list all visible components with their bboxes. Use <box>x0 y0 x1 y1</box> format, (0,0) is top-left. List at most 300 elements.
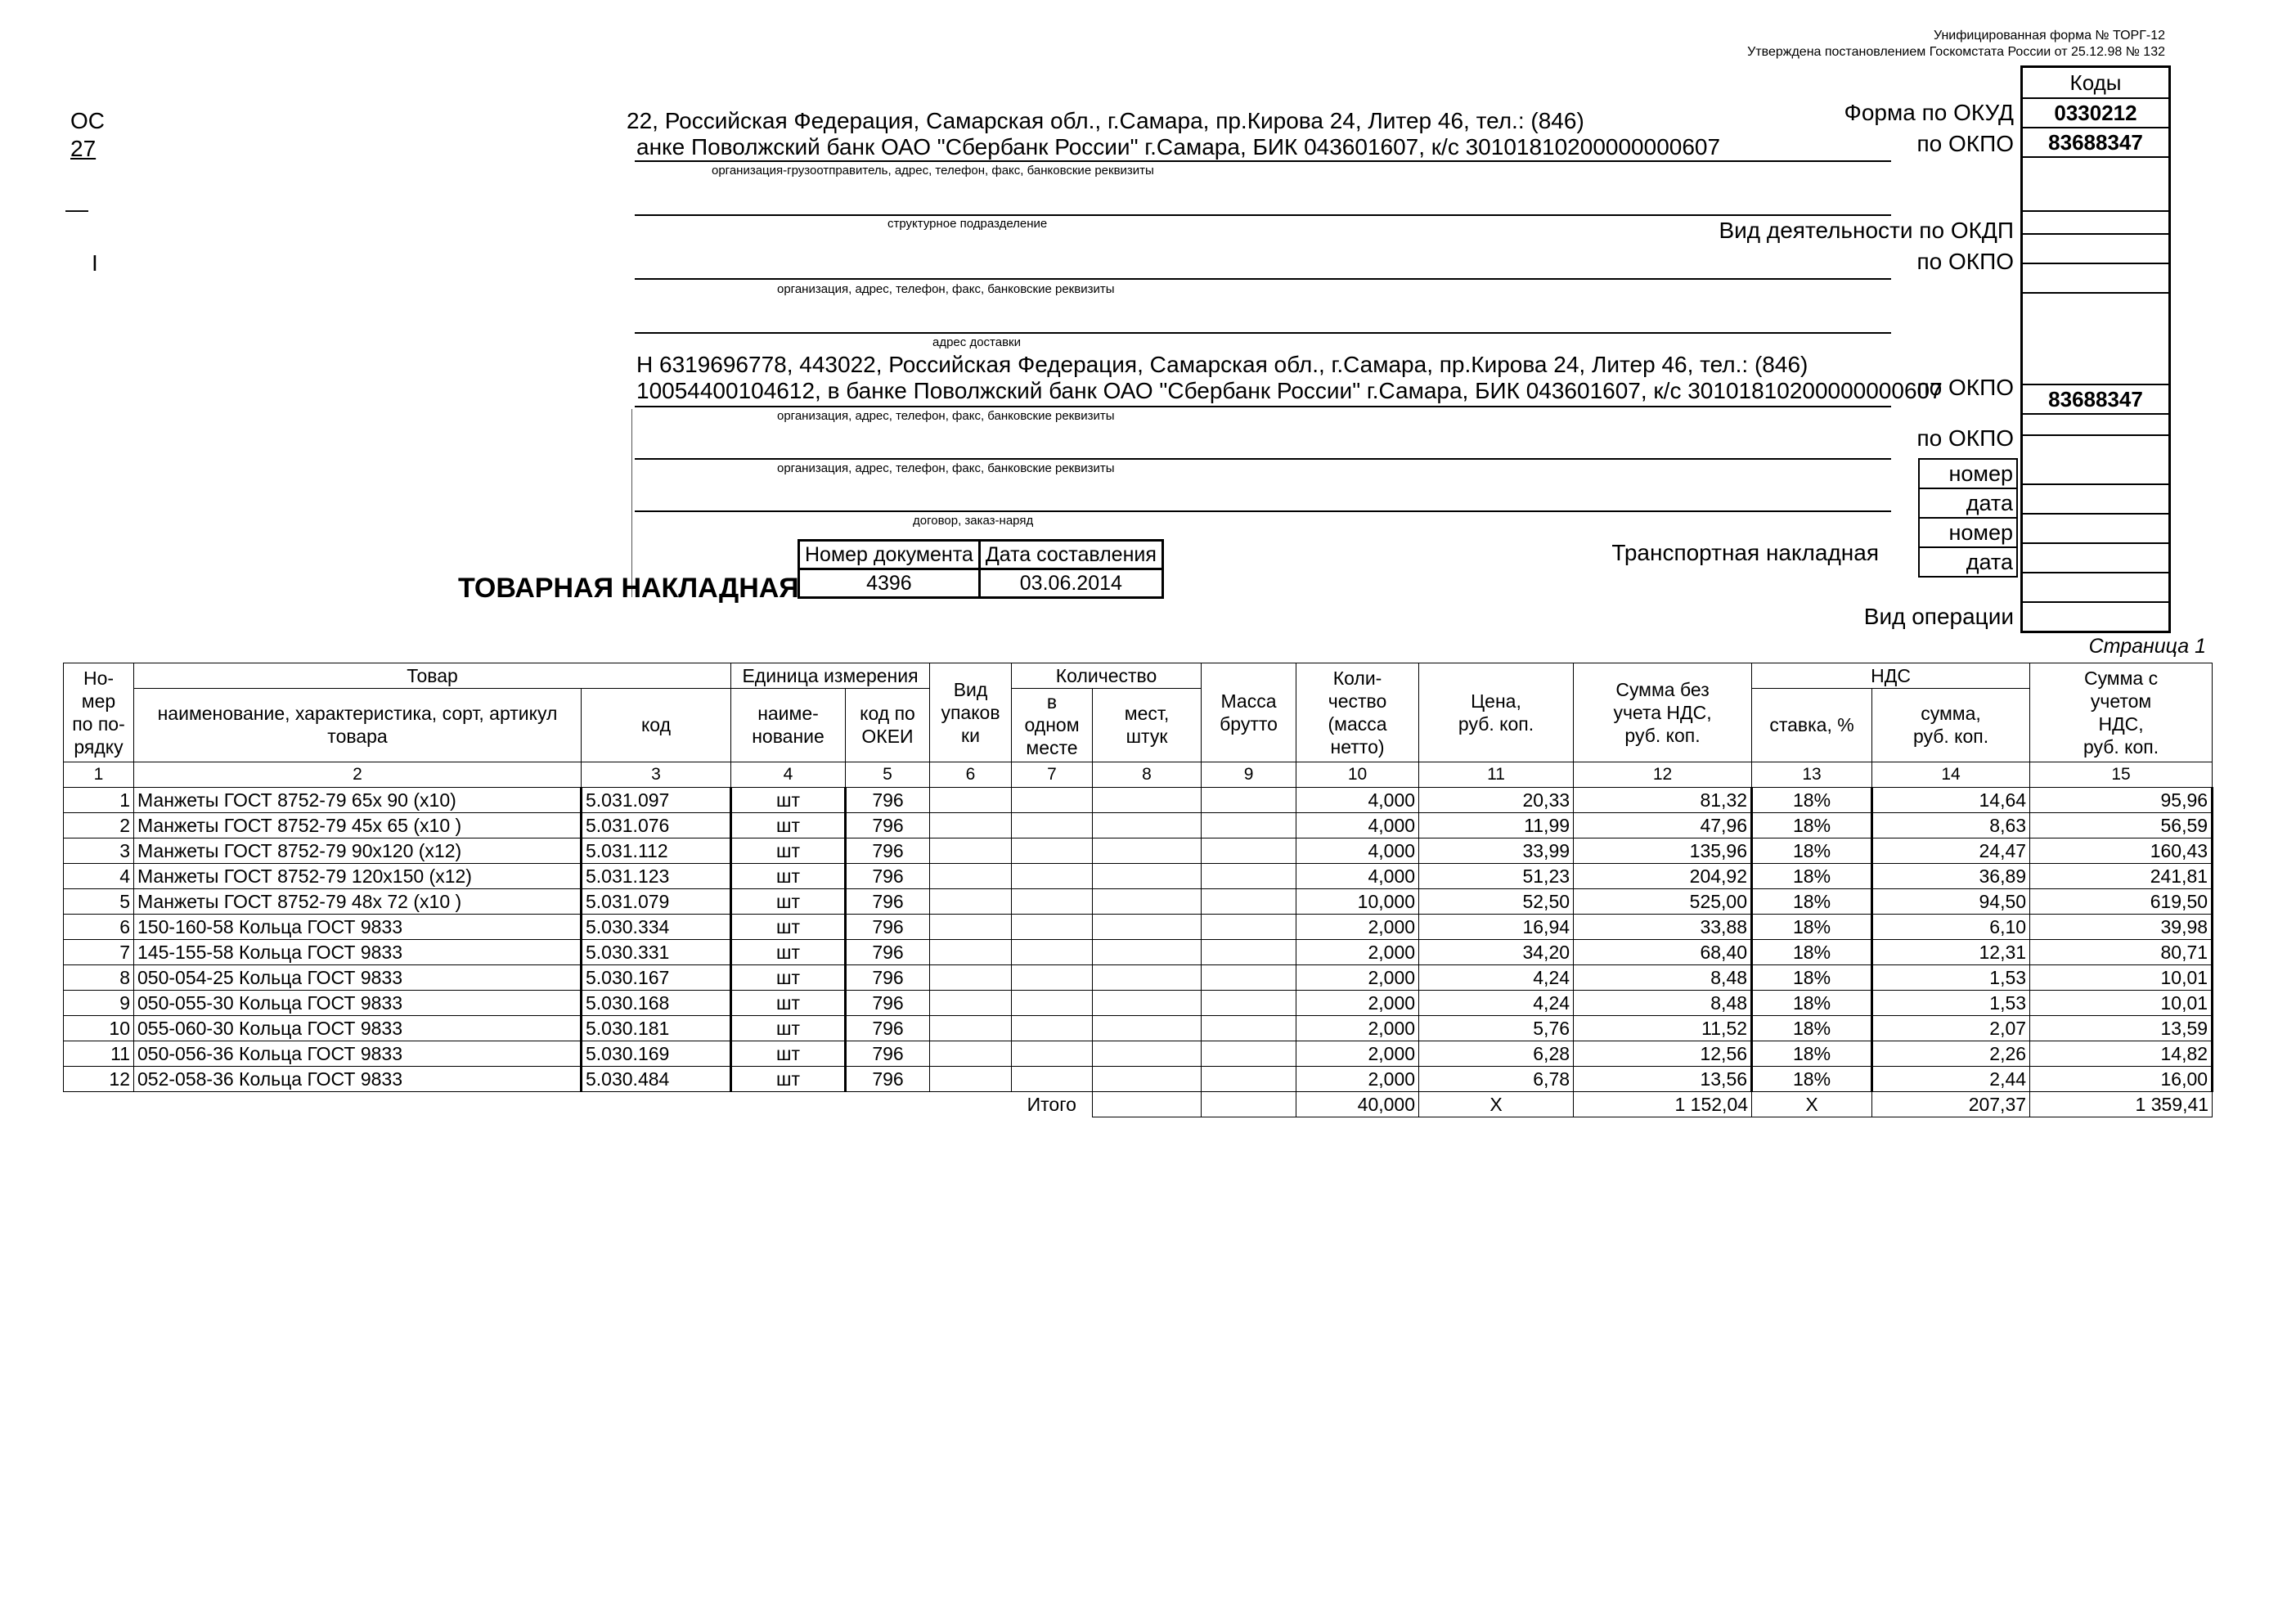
sum-no-vat: 11,52 <box>1574 1016 1752 1041</box>
qty-places <box>1093 1067 1202 1092</box>
th-unit-name: наиме- нование <box>731 688 846 762</box>
mass-brutto <box>1202 940 1296 965</box>
payer-line1: Н 6319696778, 443022, Российская Федерация, Самарская обл., г.Самара, пр.Кирова 24, Литер 46, тел.: (846) <box>636 352 1808 377</box>
th-vat: НДС <box>1752 663 2030 689</box>
quantity: 2,000 <box>1296 940 1419 965</box>
sender-caption: организация-грузоотправитель, адрес, телефон, факс, банковские реквизиты <box>712 164 1154 178</box>
sum-no-vat: 525,00 <box>1574 889 1752 915</box>
mass-brutto <box>1202 788 1296 813</box>
quantity: 2,000 <box>1296 915 1419 940</box>
table-row <box>64 864 2213 889</box>
payer-underline <box>635 406 1891 407</box>
quantity: 2,000 <box>1296 965 1419 991</box>
sender-underline <box>635 160 1891 162</box>
pack-type <box>930 788 1012 813</box>
quantity: 2,000 <box>1296 1041 1419 1067</box>
price: 34,20 <box>1419 940 1574 965</box>
quantity: 2,000 <box>1296 1067 1419 1092</box>
unit-okei: 796 <box>846 940 930 965</box>
price: 11,99 <box>1419 813 1574 838</box>
price: 33,99 <box>1419 838 1574 864</box>
unit-name: шт <box>731 813 846 838</box>
vat-rate: 18% <box>1752 889 1872 915</box>
item-name: 050-055-30 Кольца ГОСТ 9833 <box>134 991 582 1016</box>
label-forma-okud: Форма по ОКУД <box>1844 100 2014 125</box>
th-pack: Вид упаков ки <box>930 663 1012 762</box>
unit-okei: 796 <box>846 838 930 864</box>
delivery-caption: адрес доставки <box>932 335 1021 349</box>
row-number: 10 <box>64 1016 134 1041</box>
unit-name: шт <box>731 1041 846 1067</box>
mass-brutto <box>1202 864 1296 889</box>
goods-body <box>64 788 2213 1117</box>
price: 52,50 <box>1419 889 1574 915</box>
totals-rate: Х <box>1752 1092 1872 1117</box>
sum-with-vat: 241,81 <box>2030 864 2213 889</box>
vat-rate: 18% <box>1752 788 1872 813</box>
sum-no-vat: 47,96 <box>1574 813 1752 838</box>
item-code: 5.031.079 <box>582 889 731 915</box>
th-mass: Масса брутто <box>1202 663 1296 762</box>
pack-type <box>930 838 1012 864</box>
qty-places <box>1093 864 1202 889</box>
doc-number-label: Номер документа <box>799 541 980 569</box>
totals-sum: 1 152,04 <box>1574 1092 1752 1117</box>
payer-line2: 10054400104612, в банке Поволжский банк ОАО "Сбербанк России" г.Самара, БИК 043601607, к/с 30101810200000000607 <box>636 378 1943 403</box>
totals-label: Итого <box>1027 1094 1076 1116</box>
mass-brutto <box>1202 1016 1296 1041</box>
pack-type <box>930 965 1012 991</box>
item-name: Манжеты ГОСТ 8752-79 45х 65 (х10 ) <box>134 813 582 838</box>
mass-brutto <box>1202 965 1296 991</box>
sum-with-vat: 80,71 <box>2030 940 2213 965</box>
code-empty-4 <box>2022 414 2170 435</box>
code-empty-1 <box>2022 157 2170 211</box>
payer-caption: организация, адрес, телефон, факс, банковские реквизиты <box>777 409 1115 423</box>
vat-sum: 1,53 <box>1872 965 2030 991</box>
code-okdp <box>2022 234 2170 263</box>
struct-line <box>635 214 1891 216</box>
row-number: 9 <box>64 991 134 1016</box>
doc-number: 4396 <box>799 569 980 598</box>
form-title <box>1747 28 2165 61</box>
vat-sum: 24,47 <box>1872 838 2030 864</box>
unit-okei: 796 <box>846 965 930 991</box>
unit-name: шт <box>731 1067 846 1092</box>
row-number: 2 <box>64 813 134 838</box>
label-okpo-3: по ОКПО <box>1916 375 2014 400</box>
code-okpo-payer: 83688347 <box>2022 384 2170 414</box>
item-name: 050-054-25 Кольца ГОСТ 9833 <box>134 965 582 991</box>
vat-rate: 18% <box>1752 813 1872 838</box>
item-name: Манжеты ГОСТ 8752-79 65х 90 (х10) <box>134 788 582 813</box>
qty-places <box>1093 915 1202 940</box>
item-code: 5.031.112 <box>582 838 731 864</box>
sum-no-vat: 12,56 <box>1574 1041 1752 1067</box>
qty-one-place <box>1012 1016 1093 1041</box>
quantity: 2,000 <box>1296 991 1419 1016</box>
vat-rate: 18% <box>1752 965 1872 991</box>
price: 20,33 <box>1419 788 1574 813</box>
sender-line2: анке Поволжский банк ОАО "Сбербанк России" г.Самара, БИК 043601607, к/с 30101810200000000607 <box>636 134 1721 160</box>
pack-type <box>930 864 1012 889</box>
quantity: 4,000 <box>1296 788 1419 813</box>
qty-places <box>1093 991 1202 1016</box>
qty-one-place <box>1012 788 1093 813</box>
table-row <box>64 1016 2213 1041</box>
sum-no-vat: 204,92 <box>1574 864 1752 889</box>
label-transport-num: номер <box>1919 518 2017 547</box>
code-okpo-sender: 83688347 <box>2022 128 2170 157</box>
pack-type <box>930 991 1012 1016</box>
sum-with-vat: 95,96 <box>2030 788 2213 813</box>
label-operation: Вид операции <box>1863 604 2014 629</box>
qty-one-place <box>1012 889 1093 915</box>
unit-okei: 796 <box>846 991 930 1016</box>
vat-sum: 94,50 <box>1872 889 2030 915</box>
unit-okei: 796 <box>846 1041 930 1067</box>
unit-name: шт <box>731 788 846 813</box>
table-row <box>64 788 2213 813</box>
vat-sum: 14,64 <box>1872 788 2030 813</box>
th-vat-rate: ставка, % <box>1752 688 1872 762</box>
label-contract-date: дата <box>1919 488 2017 518</box>
mass-brutto <box>1202 1067 1296 1092</box>
vat-rate: 18% <box>1752 1016 1872 1041</box>
table-row <box>64 813 2213 838</box>
contract-box <box>1918 458 2018 578</box>
table-row <box>64 965 2213 991</box>
row-number: 11 <box>64 1041 134 1067</box>
sum-no-vat: 68,40 <box>1574 940 1752 965</box>
item-code: 5.031.076 <box>582 813 731 838</box>
qty-places <box>1093 940 1202 965</box>
item-name: Манжеты ГОСТ 8752-79 90х120 (х12) <box>134 838 582 864</box>
qty-one-place <box>1012 940 1093 965</box>
code-transport-date <box>2022 573 2170 602</box>
sum-with-vat: 160,43 <box>2030 838 2213 864</box>
column-number: 9 <box>1202 762 1296 788</box>
item-code: 5.030.169 <box>582 1041 731 1067</box>
column-number: 12 <box>1574 762 1752 788</box>
sum-with-vat: 619,50 <box>2030 889 2213 915</box>
qty-places <box>1093 965 1202 991</box>
totals-mass <box>1202 1092 1296 1117</box>
column-number: 4 <box>731 762 846 788</box>
th-qty-one: в одном месте <box>1012 688 1093 762</box>
item-name: 055-060-30 Кольца ГОСТ 9833 <box>134 1016 582 1041</box>
left-fragment-4: I <box>92 250 98 276</box>
item-code: 5.031.123 <box>582 864 731 889</box>
table-row <box>64 915 2213 940</box>
mass-brutto <box>1202 1041 1296 1067</box>
mass-brutto <box>1202 813 1296 838</box>
mass-brutto <box>1202 915 1296 940</box>
totals-blank <box>64 1092 1012 1117</box>
column-number: 7 <box>1012 762 1093 788</box>
label-okpo-1: по ОКПО <box>1916 131 2014 156</box>
qty-one-place <box>1012 813 1093 838</box>
th-price: Цена, руб. коп. <box>1419 663 1574 762</box>
pack-type <box>930 889 1012 915</box>
qty-one-place <box>1012 838 1093 864</box>
unit-name: шт <box>731 965 846 991</box>
vat-sum: 6,10 <box>1872 915 2030 940</box>
item-code: 5.030.167 <box>582 965 731 991</box>
unit-name: шт <box>731 889 846 915</box>
unit-okei: 796 <box>846 915 930 940</box>
item-name: 052-058-36 Кольца ГОСТ 9833 <box>134 1067 582 1092</box>
qty-places <box>1093 1041 1202 1067</box>
table-row <box>64 991 2213 1016</box>
pack-type <box>930 1041 1012 1067</box>
mass-brutto <box>1202 838 1296 864</box>
pack-type <box>930 940 1012 965</box>
code-okud: 0330212 <box>2022 98 2170 128</box>
th-sum-vat: Сумма с учетом НДС, руб. коп. <box>2030 663 2213 762</box>
row-number: 4 <box>64 864 134 889</box>
quantity: 2,000 <box>1296 1016 1419 1041</box>
row-number: 7 <box>64 940 134 965</box>
form-title-line1: Унифицированная форма № ТОРГ-12 <box>1934 29 2165 43</box>
code-okpo-2 <box>2022 263 2170 293</box>
form-title-line2: Утверждена постановлением Госкомстата России от 25.12.98 № 132 <box>1747 45 2165 59</box>
sum-with-vat: 56,59 <box>2030 813 2213 838</box>
quantity: 4,000 <box>1296 864 1419 889</box>
price: 4,24 <box>1419 965 1574 991</box>
totals-total: 1 359,41 <box>2030 1092 2213 1117</box>
sum-no-vat: 8,48 <box>1574 991 1752 1016</box>
unit-okei: 796 <box>846 889 930 915</box>
th-qty: Количество <box>1012 663 1202 689</box>
item-code: 5.030.334 <box>582 915 731 940</box>
label-okdp: Вид деятельности по ОКДП <box>1719 218 2014 243</box>
quantity: 10,000 <box>1296 889 1419 915</box>
label-transport: Транспортная накладная <box>1611 540 1879 565</box>
vat-sum: 12,31 <box>1872 940 2030 965</box>
price: 51,23 <box>1419 864 1574 889</box>
th-tovar: Товар <box>134 663 731 689</box>
left-fragment-1: ОС <box>70 108 105 133</box>
th-vat-sum: сумма, руб. коп. <box>1872 688 2030 762</box>
quantity: 4,000 <box>1296 838 1419 864</box>
item-name: 150-160-58 Кольца ГОСТ 9833 <box>134 915 582 940</box>
row-number: 1 <box>64 788 134 813</box>
column-number: 8 <box>1093 762 1202 788</box>
table-row <box>64 889 2213 915</box>
unit-okei: 796 <box>846 1016 930 1041</box>
th-qty-places: мест, штук <box>1093 688 1202 762</box>
vat-sum: 8,63 <box>1872 813 2030 838</box>
unit-okei: 796 <box>846 1067 930 1092</box>
price: 4,24 <box>1419 991 1574 1016</box>
struct-caption: структурное подразделение <box>887 217 1048 231</box>
row-number: 8 <box>64 965 134 991</box>
code-operation <box>2022 602 2170 632</box>
th-tovar-code: код <box>582 688 731 762</box>
left-fragment-2: 27 <box>70 136 97 161</box>
code-empty-2 <box>2022 211 2170 234</box>
sum-with-vat: 10,01 <box>2030 965 2213 991</box>
label-okpo-2: по ОКПО <box>1916 249 2014 274</box>
vat-rate: 18% <box>1752 864 1872 889</box>
pack-type <box>930 1016 1012 1041</box>
sum-with-vat: 10,01 <box>2030 991 2213 1016</box>
row-number: 6 <box>64 915 134 940</box>
qty-places <box>1093 813 1202 838</box>
vat-rate: 18% <box>1752 940 1872 965</box>
vat-sum: 2,44 <box>1872 1067 2030 1092</box>
unit-name: шт <box>731 915 846 940</box>
pack-type <box>930 813 1012 838</box>
column-number: 1 <box>64 762 134 788</box>
mass-brutto <box>1202 991 1296 1016</box>
label-okpo-4: по ОКПО <box>1916 425 2014 451</box>
document-title: ТОВАРНАЯ НАКЛАДНАЯ <box>458 573 799 604</box>
item-code: 5.030.181 <box>582 1016 731 1041</box>
vat-sum: 2,26 <box>1872 1041 2030 1067</box>
sum-with-vat: 13,59 <box>2030 1016 2213 1041</box>
vat-rate: 18% <box>1752 915 1872 940</box>
th-unit-okei: код по ОКЕИ <box>846 688 930 762</box>
th-tovar-name: наименование, характеристика, сорт, артикул товара <box>134 688 582 762</box>
code-okpo-3 <box>2022 435 2170 484</box>
qty-one-place <box>1012 1041 1093 1067</box>
price: 5,76 <box>1419 1016 1574 1041</box>
totals-qty: 40,000 <box>1296 1092 1419 1117</box>
unit-name: шт <box>731 838 846 864</box>
totals-vat: 207,37 <box>1872 1092 2030 1117</box>
column-number: 13 <box>1752 762 1872 788</box>
code-contract-num <box>2022 484 2170 514</box>
sender-line1: 22, Российская Федерация, Самарская обл., г.Самара, пр.Кирова 24, Литер 46, тел.: (846) <box>627 108 1584 133</box>
totals-price: Х <box>1419 1092 1574 1117</box>
column-number: 15 <box>2030 762 2213 788</box>
goods-table <box>63 663 2213 1117</box>
label-transport-date: дата <box>1919 547 2017 577</box>
column-number: 2 <box>134 762 582 788</box>
qty-one-place <box>1012 965 1093 991</box>
unit-name: шт <box>731 940 846 965</box>
unit-name: шт <box>731 1016 846 1041</box>
qty-one-place <box>1012 991 1093 1016</box>
code-transport-num <box>2022 543 2170 573</box>
org3-caption: организация, адрес, телефон, факс, банковские реквизиты <box>777 461 1115 475</box>
vat-sum: 1,53 <box>1872 991 2030 1016</box>
crop-mark <box>631 409 632 597</box>
qty-places <box>1093 788 1202 813</box>
th-unit: Единица измерения <box>731 663 930 689</box>
column-number: 5 <box>846 762 930 788</box>
row-number: 5 <box>64 889 134 915</box>
item-name: 145-155-58 Кольца ГОСТ 9833 <box>134 940 582 965</box>
column-number: 6 <box>930 762 1012 788</box>
unit-okei: 796 <box>846 813 930 838</box>
quantity: 4,000 <box>1296 813 1419 838</box>
mass-brutto <box>1202 889 1296 915</box>
th-sum-no-vat: Сумма без учета НДС, руб. коп. <box>1574 663 1752 762</box>
table-row <box>64 838 2213 864</box>
column-number: 3 <box>582 762 731 788</box>
doc-date: 03.06.2014 <box>979 569 1162 598</box>
label-contract-num: номер <box>1919 459 2017 488</box>
item-name: Манжеты ГОСТ 8752-79 48х 72 (х10 ) <box>134 889 582 915</box>
vat-rate: 18% <box>1752 838 1872 864</box>
delivery-line <box>635 332 1891 334</box>
codes-header: Коды <box>2022 67 2170 99</box>
column-number: 10 <box>1296 762 1419 788</box>
item-code: 5.030.168 <box>582 991 731 1016</box>
org3-line <box>635 458 1891 460</box>
unit-name: шт <box>731 864 846 889</box>
th-num: Но- мер по по- рядку <box>64 663 134 762</box>
row-number: 12 <box>64 1067 134 1092</box>
row-number: 3 <box>64 838 134 864</box>
document-box <box>798 539 1164 599</box>
pack-type <box>930 1067 1012 1092</box>
th-netto: Коли- чество (масса нетто) <box>1296 663 1419 762</box>
qty-places <box>1093 889 1202 915</box>
sum-with-vat: 39,98 <box>2030 915 2213 940</box>
item-code: 5.030.484 <box>582 1067 731 1092</box>
left-fragment-3: — <box>65 196 88 222</box>
sum-no-vat: 13,56 <box>1574 1067 1752 1092</box>
item-name: Манжеты ГОСТ 8752-79 120х150 (х12) <box>134 864 582 889</box>
qty-places <box>1093 1016 1202 1041</box>
table-row <box>64 1041 2213 1067</box>
price: 16,94 <box>1419 915 1574 940</box>
unit-okei: 796 <box>846 788 930 813</box>
vat-rate: 18% <box>1752 1067 1872 1092</box>
sum-with-vat: 16,00 <box>2030 1067 2213 1092</box>
table-row <box>64 1067 2213 1092</box>
contract-caption: договор, заказ-наряд <box>913 514 1034 528</box>
item-code: 5.031.097 <box>582 788 731 813</box>
vat-sum: 2,07 <box>1872 1016 2030 1041</box>
column-numbers-row <box>64 762 2213 788</box>
contract-line <box>635 510 1891 512</box>
column-number: 14 <box>1872 762 2030 788</box>
org1-line <box>635 278 1891 280</box>
sum-with-vat: 14,82 <box>2030 1041 2213 1067</box>
code-contract-date <box>2022 514 2170 543</box>
sum-no-vat: 135,96 <box>1574 838 1752 864</box>
item-code: 5.030.331 <box>582 940 731 965</box>
qty-one-place <box>1012 1067 1093 1092</box>
price: 6,78 <box>1419 1067 1574 1092</box>
unit-okei: 796 <box>846 864 930 889</box>
qty-one-place <box>1012 915 1093 940</box>
qty-places <box>1093 838 1202 864</box>
unit-name: шт <box>731 991 846 1016</box>
org1-caption: организация, адрес, телефон, факс, банковские реквизиты <box>777 282 1115 296</box>
item-name: 050-056-36 Кольца ГОСТ 9833 <box>134 1041 582 1067</box>
doc-date-label: Дата составления <box>979 541 1162 569</box>
sum-no-vat: 81,32 <box>1574 788 1752 813</box>
table-row <box>64 940 2213 965</box>
totals-row <box>64 1092 2213 1117</box>
page-number: Страница 1 <box>2088 635 2206 658</box>
totals-places <box>1093 1092 1202 1117</box>
qty-one-place <box>1012 864 1093 889</box>
sum-no-vat: 8,48 <box>1574 965 1752 991</box>
vat-rate: 18% <box>1752 991 1872 1016</box>
vat-rate: 18% <box>1752 1041 1872 1067</box>
sum-no-vat: 33,88 <box>1574 915 1752 940</box>
code-empty-3 <box>2022 293 2170 384</box>
price: 6,28 <box>1419 1041 1574 1067</box>
column-number: 11 <box>1419 762 1574 788</box>
